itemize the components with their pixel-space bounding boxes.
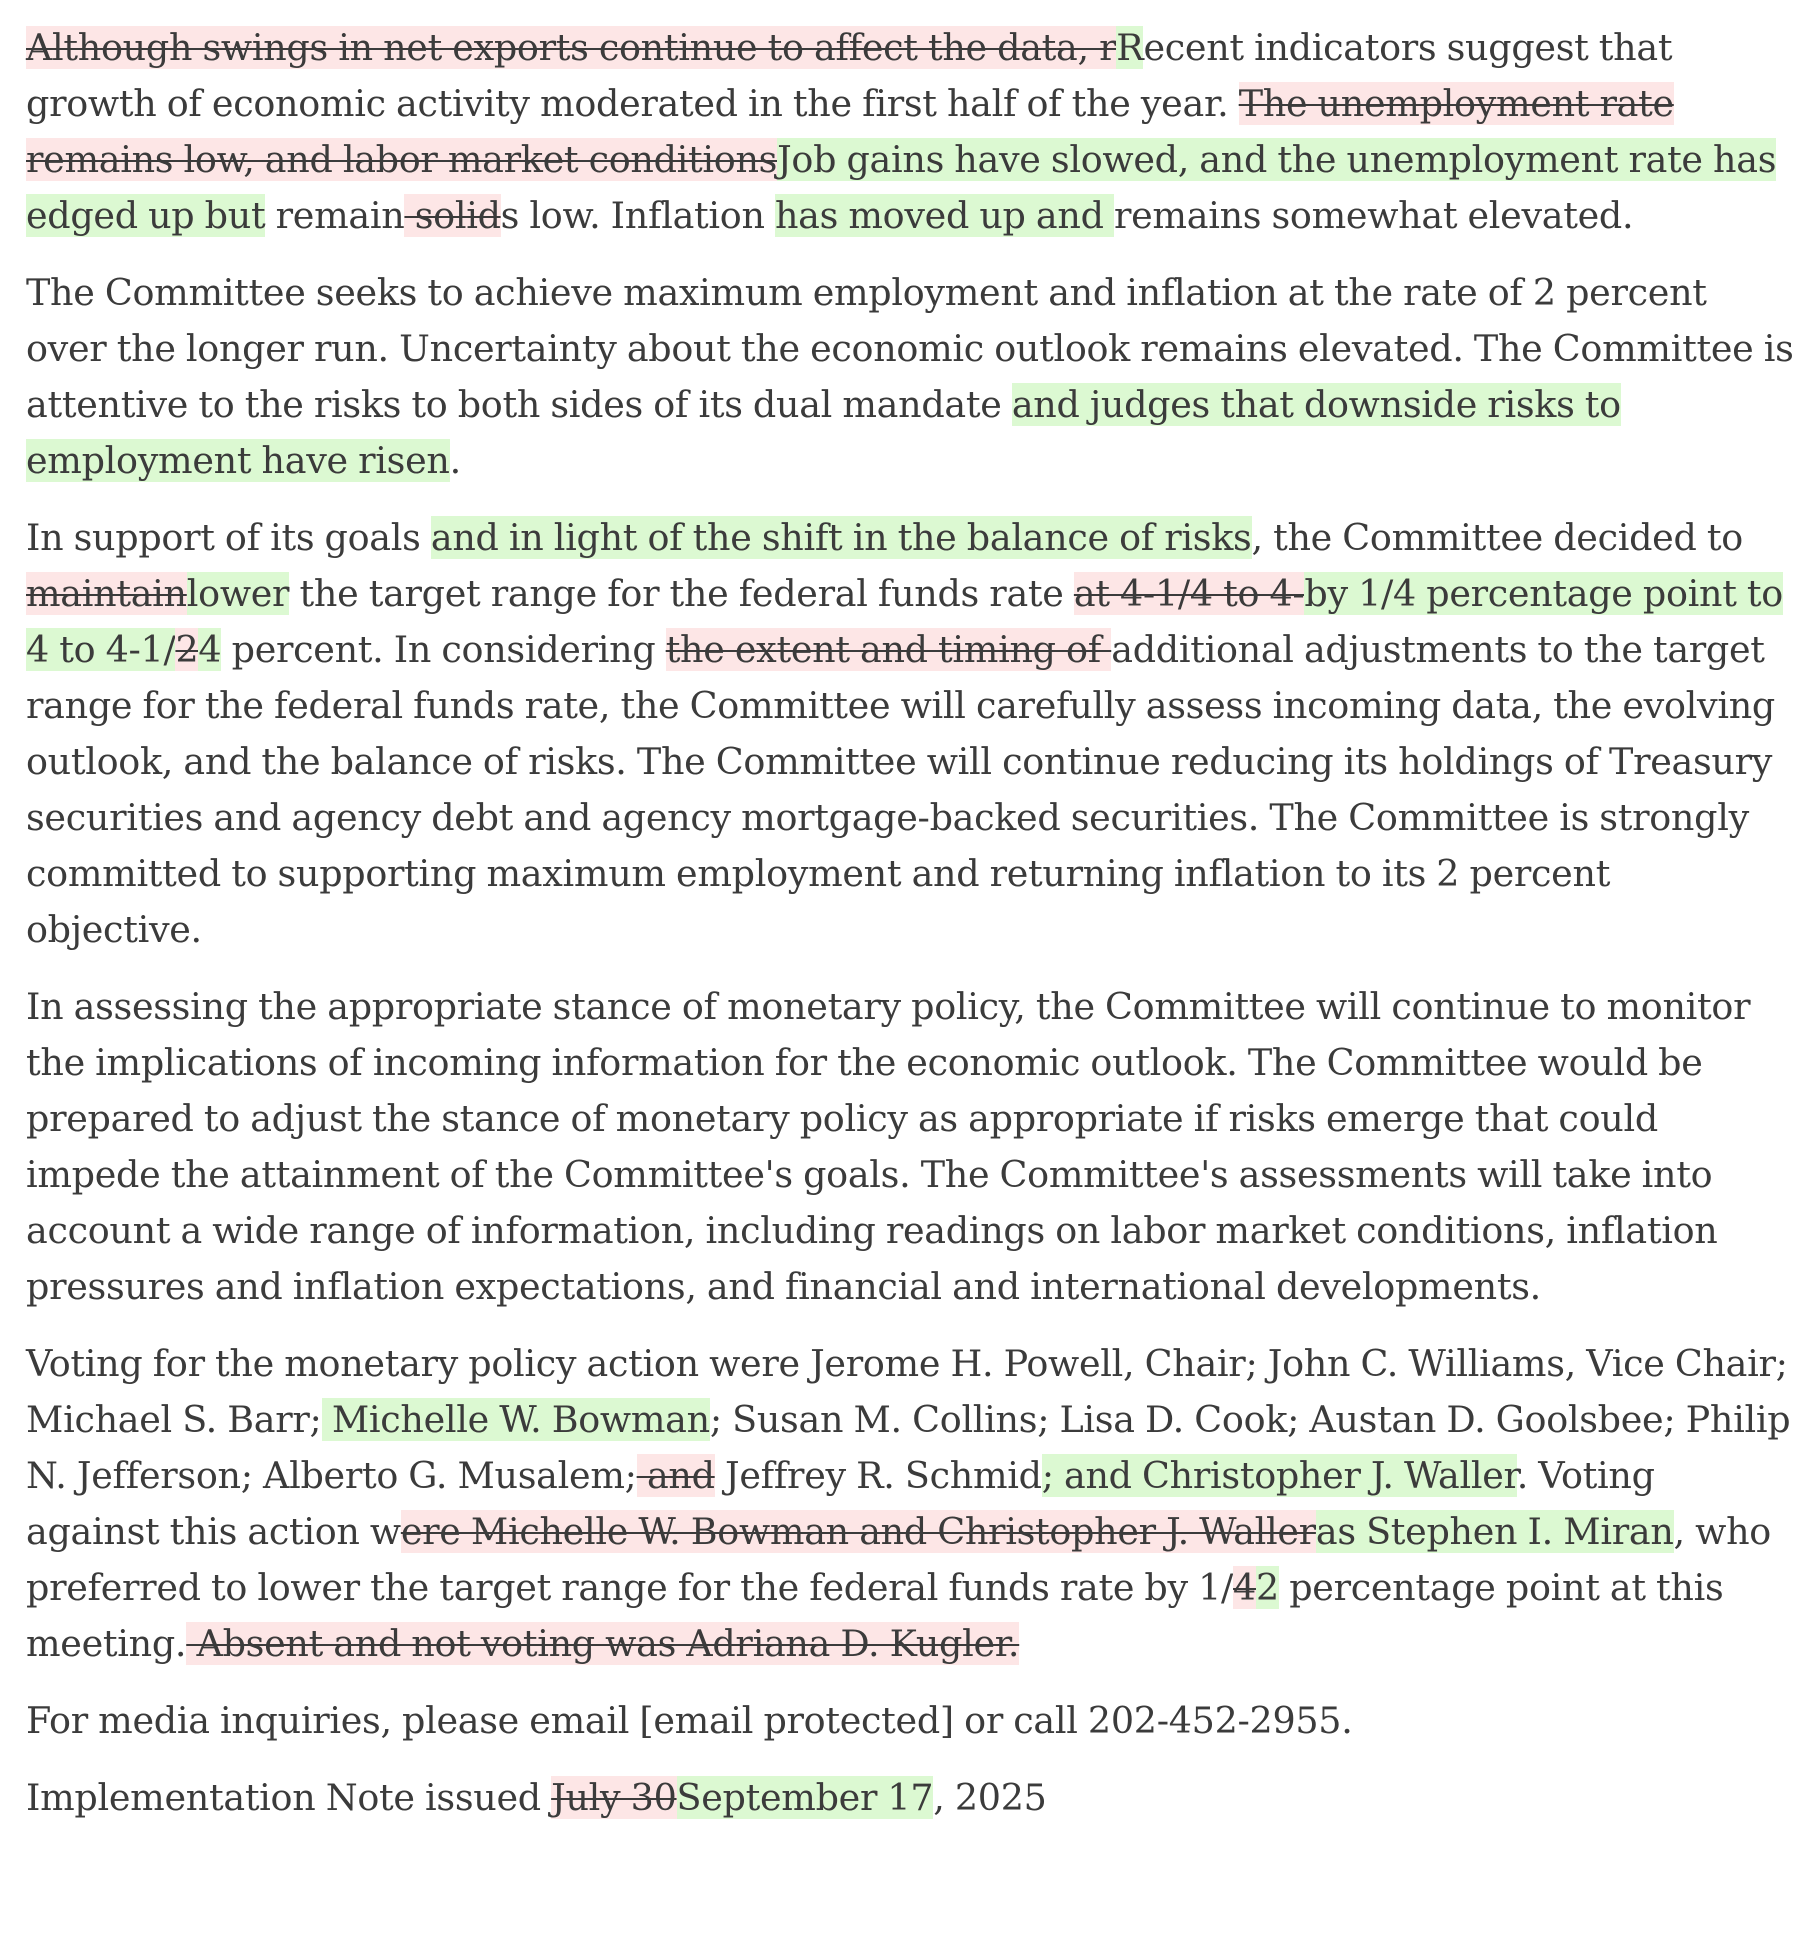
deleted-text: maintain [26,572,187,615]
text-segment: ; Susan M. Collins; Lisa D. Cook; Austan D. Goolsbee; Philip N. Jefferson; Alberto G. Musalem; [26,1398,1791,1497]
inserted-text: as Stephen I. Miran [1315,1510,1674,1553]
deleted-text: the extent and timing of [665,628,1112,671]
text-segment: ecent indicators suggest that growth of economic activity moderated in the first half of the year. [26,26,1673,125]
text-segment: Voting for the monetary policy action were Jerome H. Powell, Chair; John C. Williams, Vice Chair; Michael S. Barr; [26,1342,1788,1441]
inserted-text: by 1/4 percentage point to 4 to 4-1/ [26,572,1783,671]
text-segment: additional adjustments to the target range for the federal funds rate, the Committee will carefully assess incoming data, the evolving outlook, and the balance of risks. The Committee will continue reducing its holdings of Treasury securities and agency debt and agency mortgage-backed securities. The Committee is strongly committed to supporting maximum employment and returning inflation to its 2 percent objective. [26,628,1776,951]
paragraph-committee-goals [26,265,1794,489]
inserted-text: lower [186,572,290,615]
deleted-text: The unemployment rate remains low, and labor market conditions [26,82,1674,181]
inserted-text: has moved up and [774,194,1114,237]
deleted-text: Although swings in net exports continue to affect the data, r [26,26,1117,69]
text-segment: Jeffrey R. Schmid [714,1454,1042,1497]
paragraph-monetary-stance [26,979,1794,1315]
text-segment: , the Committee decided to [1251,516,1743,559]
paragraph-voting [26,1336,1794,1672]
paragraph-implementation-note [26,1770,1794,1826]
text-segment: . Voting against this action w [26,1454,1655,1553]
inserted-text: Michelle W. Bowman [321,1398,710,1441]
text-segment: . [449,439,461,482]
text-segment: , 2025 [933,1776,1047,1819]
redline-document [26,20,1794,1847]
inserted-text: and judges that downside risks to employment have risen [26,383,1621,482]
text-segment: remains somewhat elevated. [1113,194,1634,237]
inserted-text: September 17 [676,1776,934,1819]
deleted-text: 2 [175,628,199,671]
text-segment: The Committee seeks to achieve maximum employment and inflation at the rate of 2 percent over the longer run. Uncertainty about the economic outlook remains elevated. The Committee is attentive to the risks to both sides of its dual mandate [26,271,1794,426]
text-segment: , who preferred to lower the target range for the federal funds rate by 1/ [26,1510,1771,1609]
deleted-text: and [636,1454,715,1497]
deleted-text: July 30 [551,1776,677,1819]
text-segment: In support of its goals [26,516,431,559]
inserted-text: ; and Christopher J. Waller [1041,1454,1517,1497]
paragraph-economic-activity [26,20,1794,244]
inserted-text: 4 [198,628,222,671]
inserted-text: and in light of the shift in the balance of risks [430,516,1252,559]
text-segment: Implementation Note issued [26,1776,552,1819]
text-segment: percentage point at this meeting. [26,1566,1724,1665]
text-segment: s low. Inflation [500,194,775,237]
deleted-text: at 4-1/4 to 4- [1073,572,1305,615]
text-segment: In assessing the appropriate stance of monetary policy, the Committee will continue to monitor the implications of incoming information for the economic outlook. The Committee would be prepared to adjust the stance of monetary policy as appropriate if risks emerge that could impede the attainment of the Committee's goals. The Committee's assessments will take into account a wide range of information, including readings on labor market conditions, inflation pressures and inflation expectations, and financial and international developments. [26,985,1751,1308]
paragraph-media-inquiries [26,1693,1794,1749]
inserted-text: R [1116,26,1144,69]
deleted-text: ere Michelle W. Bowman and Christopher J. Waller [400,1510,1316,1553]
deleted-text: solid [404,194,501,237]
inserted-text: Job gains have slowed, and the unemployment rate has edged up but [26,138,1777,237]
paragraph-policy-decision [26,510,1794,958]
text-segment: percent. In considering [221,628,666,671]
text-segment: For media inquiries, please email [email protected] or call 202-452-2955. [26,1699,1353,1742]
deleted-text: 4 [1233,1566,1256,1609]
deleted-text: Absent and not voting was Adriana D. Kugler. [186,1622,1020,1665]
text-segment: the target range for the federal funds rate [289,572,1074,615]
text-segment: remain [265,194,405,237]
inserted-text: 2 [1255,1566,1279,1609]
